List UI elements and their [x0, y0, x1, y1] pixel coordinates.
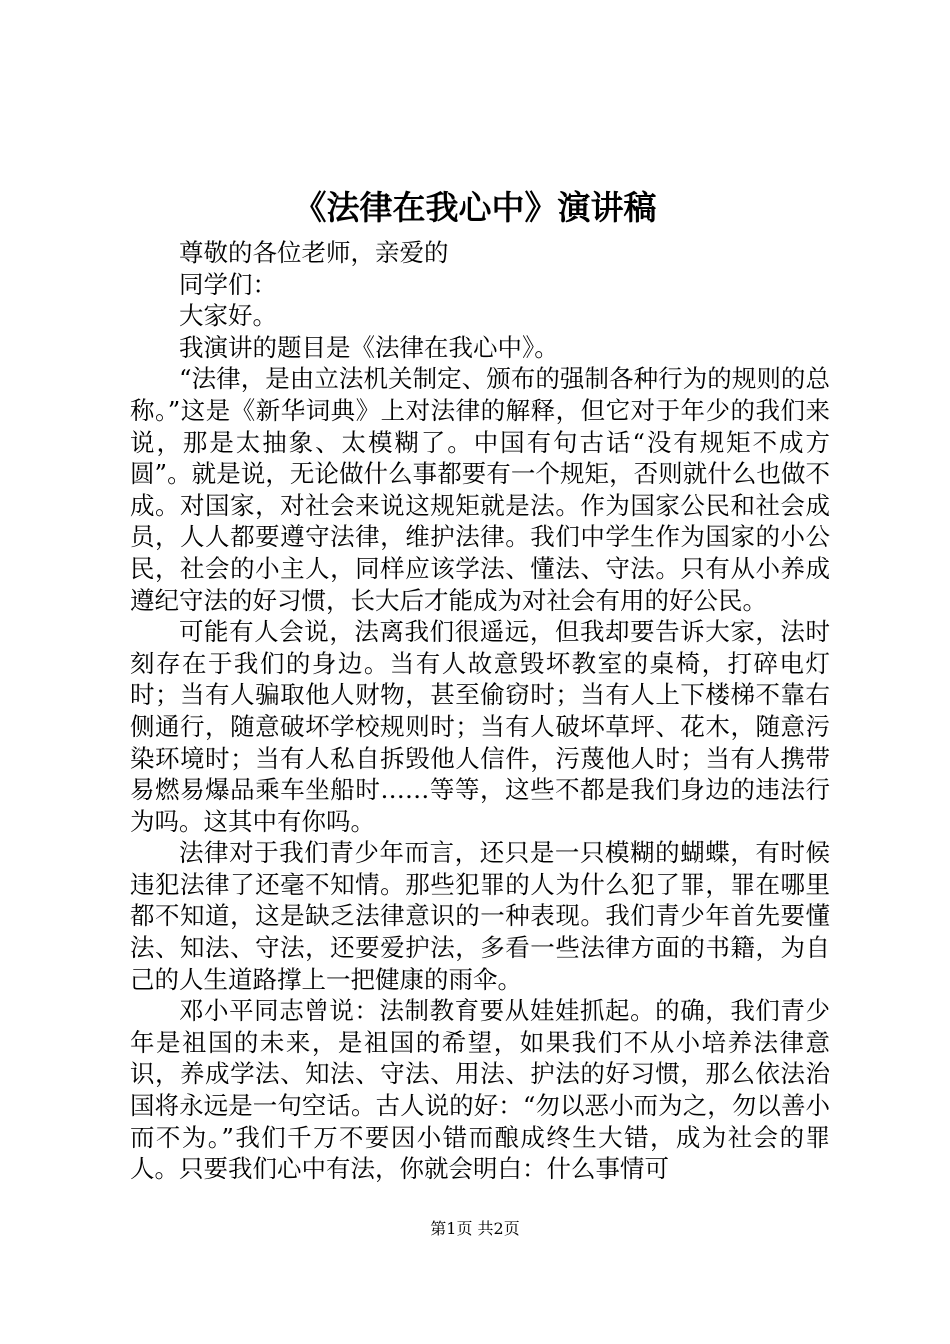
- page-count: 共2页: [477, 1219, 520, 1238]
- body-paragraph: 法律对于我们青少年而言，还只是一只模糊的蝴蝶，有时候违犯法律了还毫不知情。那些犯罪的人为什么犯了罪，罪在哪里都不知道，这是缺乏法律意识的一种表现。我们青少年首先要懂法、知法、守法，还要爱护法，多看一些法律方面的书籍，为自己的人生道路撑上一把健康的雨伞。: [130, 838, 830, 994]
- salutation-line: 尊敬的各位老师，亲爱的: [179, 238, 449, 267]
- greeting-line: 大家好。: [179, 301, 277, 331]
- body-paragraph: 可能有人会说，法离我们很遥远，但我却要告诉大家，法时刻存在于我们的身边。当有人故意毁坏教室的桌椅，打碎电灯时；当有人骗取他人财物，甚至偷窃时；当有人上下楼梯不靠右侧通行，随意破坏学校规则时；当有人破坏草坪、花木，随意污染环境时；当有人私自拆毁他人信件，污蔑他人时；当有人携带易燃易爆品乘车坐船时……等等，这些不都是我们身边的违法行为吗。这其中有你吗。: [130, 617, 830, 836]
- document-title: 《法律在我心中》演讲稿: [293, 188, 657, 227]
- page-footer: [0, 1218, 950, 1240]
- document-body: [130, 237, 830, 1185]
- topic-line: 我演讲的题目是《法律在我心中》。: [179, 332, 559, 362]
- body-paragraph: 邓小平同志曾说：法制教育要从娃娃抓起。的确，我们青少年是祖国的未来，是祖国的希望，如果我们不从小培养法律意识，养成学法、知法、守法、用法、护法的好习惯，那么依法治国将永远是一句空话。古人说的好：“勿以恶小而为之，勿以善小而不为。”我们千万不要因小错而酿成终生大错，成为社会的罪人。只要我们心中有法，你就会明白：什么事情可: [130, 996, 830, 1184]
- salutation-line: 同学们：: [179, 269, 277, 299]
- page-number: 第1页: [430, 1219, 473, 1238]
- body-paragraph: “法律，是由立法机关制定、颁布的强制各种行为的规则的总称。”这是《新华词典》上对法律的解释，但它对于年少的我们来说，那是太抽象、太模糊了。中国有句古话“没有规矩不成方圆”。就是说，无论做什么事都要有一个规矩，否则就什么也做不成。对国家，对社会来说这规矩就是法。作为国家公民和社会成员，人人都要遵守法律，维护法律。我们中学生作为国家的小公民，社会的小主人，同样应该学法、懂法、守法。只有从小养成遵纪守法的好习惯，长大后才能成为对社会有用的好公民。: [130, 364, 830, 615]
